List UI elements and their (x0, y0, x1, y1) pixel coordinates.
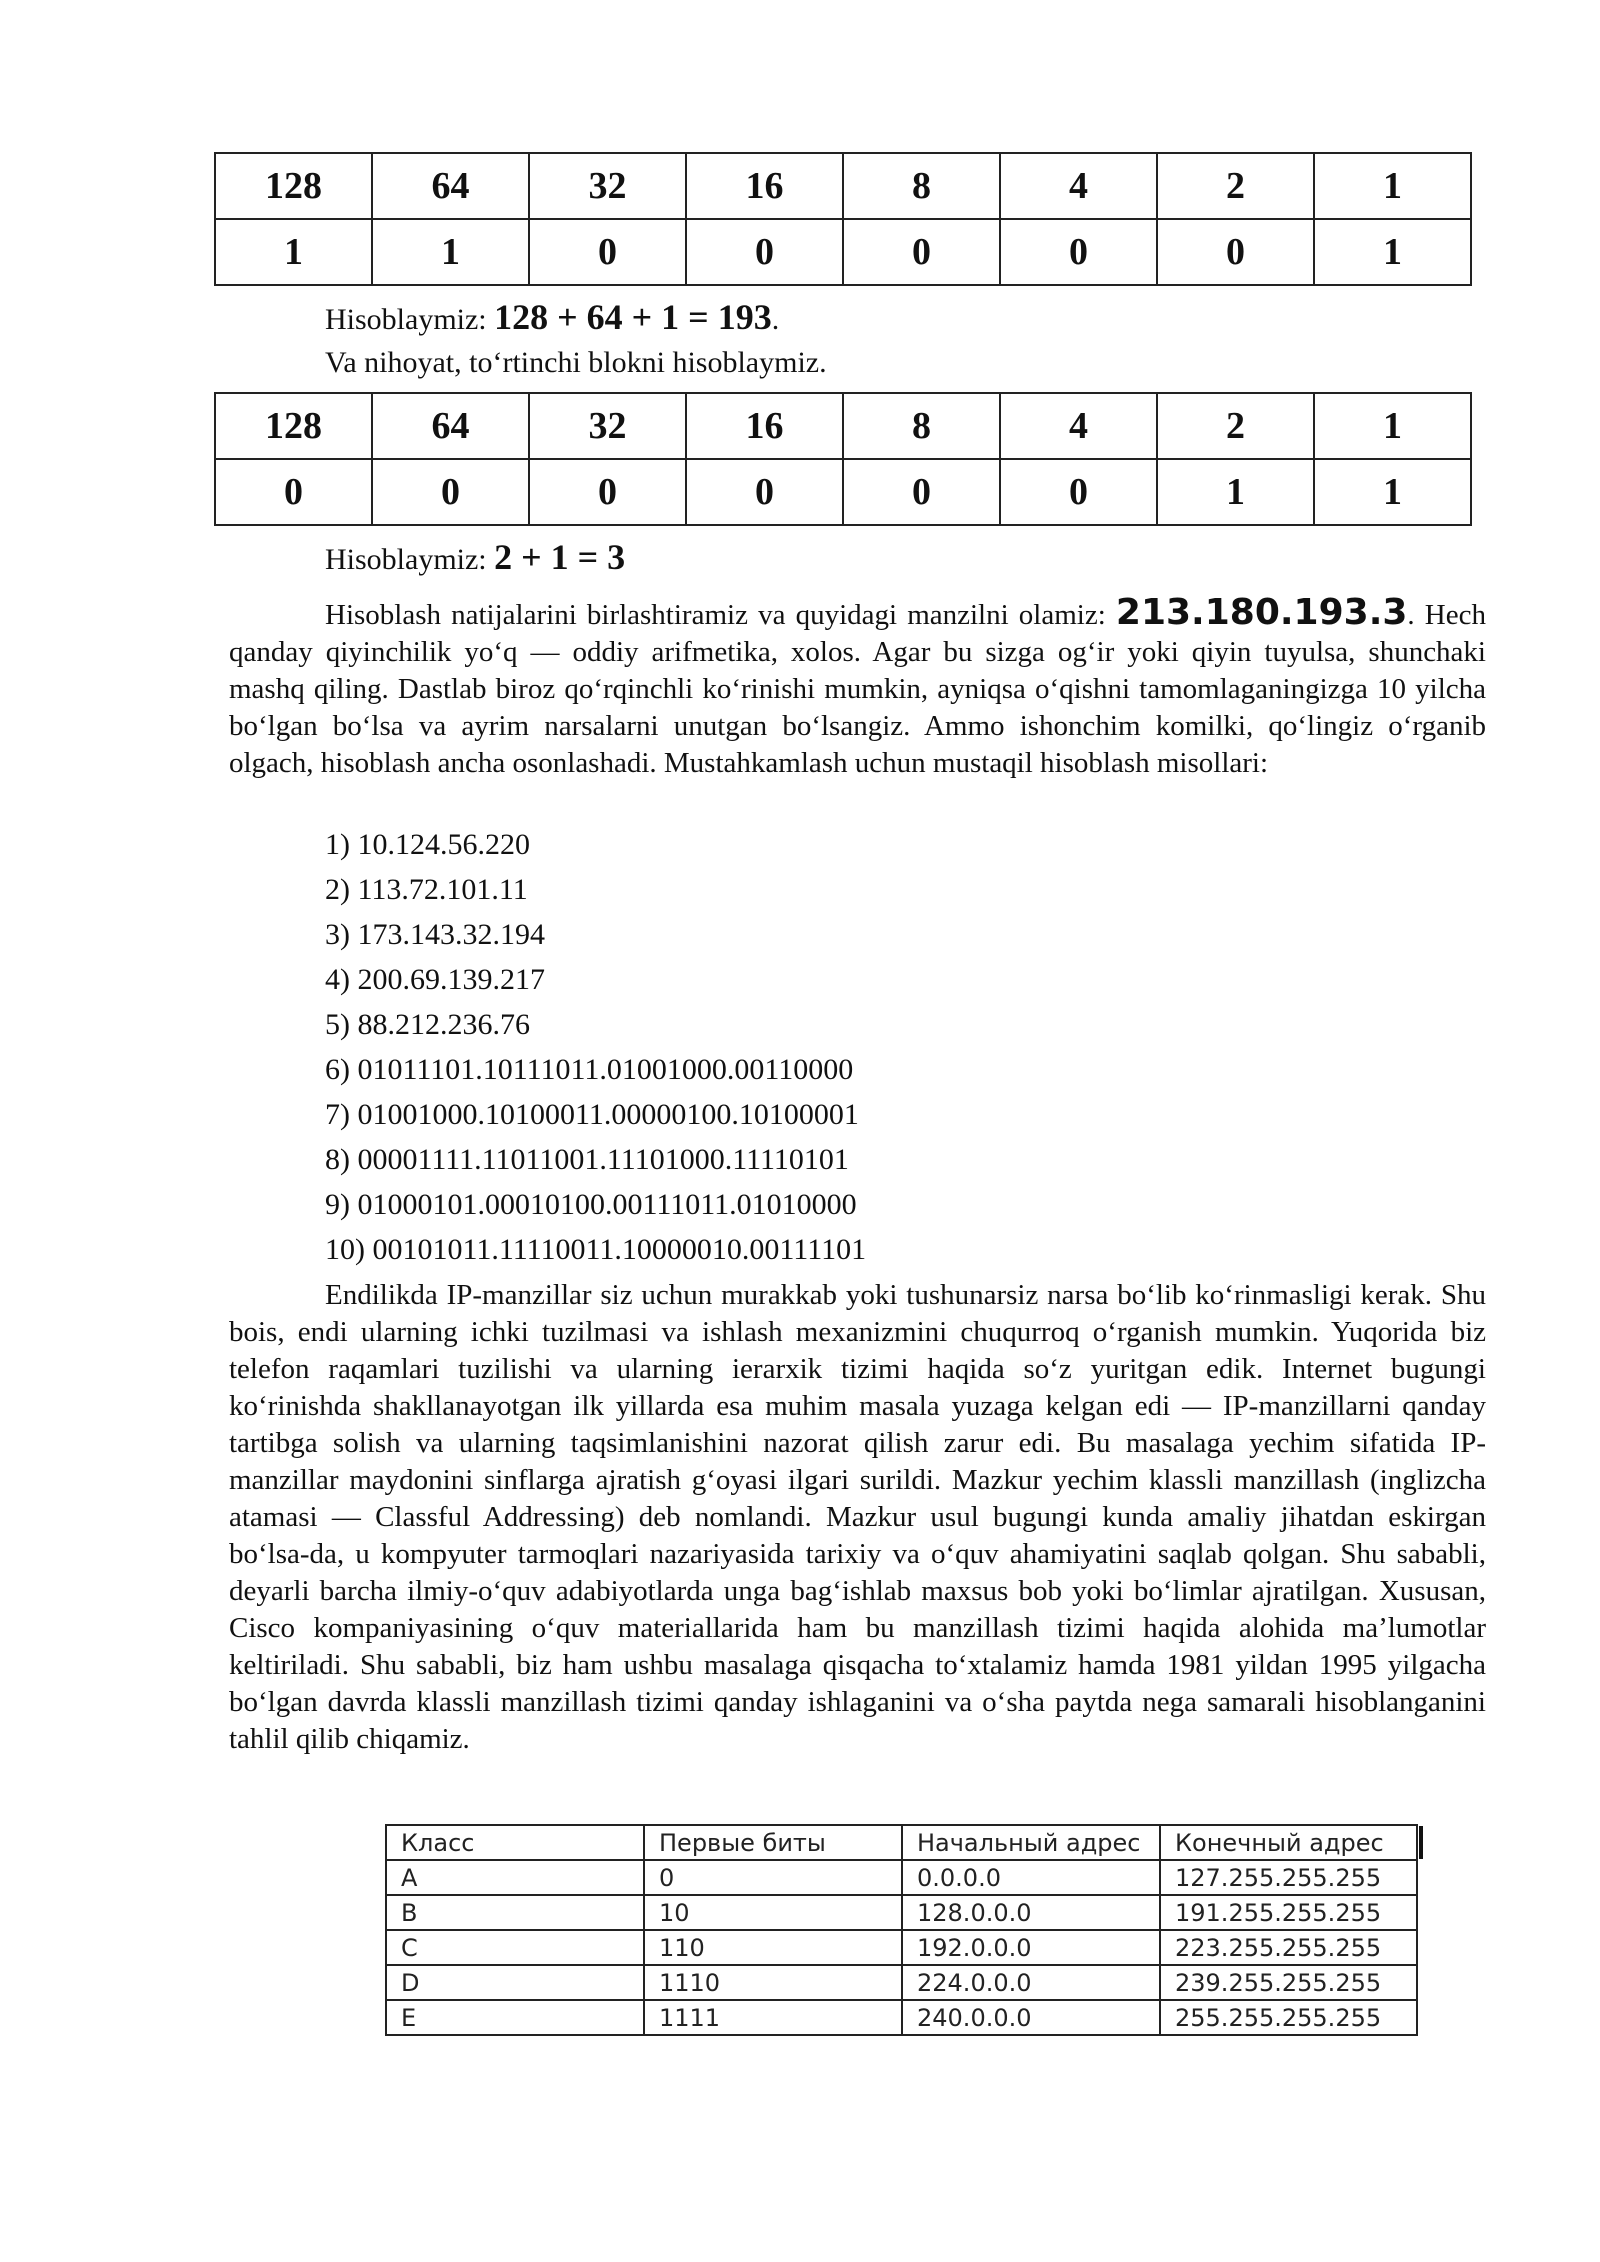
bit-weight-cell: 2 (1157, 153, 1314, 219)
end-address-cell: 191.255.255.255 (1160, 1895, 1417, 1930)
bit-table-third-block (214, 152, 1472, 286)
class-cell: A (386, 1860, 644, 1895)
calc-expression: 128 + 64 + 1 = 193 (494, 297, 772, 337)
column-header: Начальный адрес (902, 1825, 1160, 1860)
bit-weight-cell: 64 (372, 393, 529, 459)
bit-value-cell: 0 (843, 459, 1000, 525)
column-header: Конечный адрес (1160, 1825, 1417, 1860)
calc-line-fourth-block (325, 536, 625, 578)
bit-table-fourth-block (214, 392, 1472, 526)
bit-value-cell: 0 (529, 219, 686, 285)
class-cell: D (386, 1965, 644, 2000)
table-row (386, 2000, 1417, 2035)
start-address-cell: 224.0.0.0 (902, 1965, 1160, 2000)
bit-value-cell: 0 (1157, 219, 1314, 285)
list-item: 8) 00001111.11011001.11101000.11110101 (325, 1143, 849, 1176)
result-paragraph (229, 594, 1486, 782)
text-cursor (1419, 1826, 1423, 1859)
calc-label: Hisoblaymiz: (325, 303, 495, 336)
calc-line-third-block (325, 296, 779, 338)
bit-weight-cell: 2 (1157, 393, 1314, 459)
first-bits-cell: 10 (644, 1895, 902, 1930)
bit-value-cell: 0 (686, 459, 843, 525)
list-item: 10) 00101011.11110011.10000010.00111101 (325, 1233, 867, 1266)
bit-value-cell: 1 (1314, 219, 1471, 285)
bit-weight-cell: 16 (686, 153, 843, 219)
result-text-before: Hisoblash natijalarini birlashtiramiz va quyidagi manzilni olamiz: (325, 599, 1116, 631)
bit-value-cell: 0 (843, 219, 1000, 285)
bit-value-cell: 1 (372, 219, 529, 285)
bit-values-row (215, 459, 1471, 525)
bit-weight-cell: 16 (686, 393, 843, 459)
first-bits-cell: 1111 (644, 2000, 902, 2035)
end-address-cell: 127.255.255.255 (1160, 1860, 1417, 1895)
bit-weight-cell: 1 (1314, 153, 1471, 219)
bit-weight-cell: 1 (1314, 393, 1471, 459)
start-address-cell: 0.0.0.0 (902, 1860, 1160, 1895)
first-bits-cell: 0 (644, 1860, 902, 1895)
end-address-cell: 223.255.255.255 (1160, 1930, 1417, 1965)
list-item: 1) 10.124.56.220 (325, 828, 530, 861)
bit-weight-cell: 4 (1000, 153, 1157, 219)
calc-end: . (771, 303, 780, 336)
bit-weight-cell: 32 (529, 153, 686, 219)
bit-value-cell: 1 (1157, 459, 1314, 525)
list-item: 9) 01000101.00010100.00111011.01010000 (325, 1188, 857, 1221)
bit-value-cell: 0 (1000, 219, 1157, 285)
list-item: 7) 01001000.10100011.00000100.10100001 (325, 1098, 859, 1131)
table-row (386, 1895, 1417, 1930)
table-row (386, 1965, 1417, 2000)
start-address-cell: 240.0.0.0 (902, 2000, 1160, 2035)
first-bits-cell: 110 (644, 1930, 902, 1965)
bit-weight-cell: 8 (843, 153, 1000, 219)
bit-weight-cell: 4 (1000, 393, 1157, 459)
bit-value-cell: 0 (372, 459, 529, 525)
table-row (386, 1930, 1417, 1965)
bit-weight-cell: 128 (215, 393, 372, 459)
result-text-after: . Hech qanday qiyinchilik yo‘q — oddiy arifmetika, xolos. Agar bu sizga og‘ir yoki qiyin tuyulsa, shunchaki mashq qiling. Dastlab biroz qo‘rqinchli ko‘rinishi mumkin, ayniqsa o‘qishni tamomlaganingizga 10 yilcha bo‘lgan bo‘lsa va ayrim narsalarni unutgan bo‘lsangiz. Ammo ishonchim komilki, qo‘lingiz o‘rganib olgach, hisoblash ancha osonlashadi. Mustahkamlash uchun mustaqil hisoblash misollari: (229, 599, 1486, 779)
bit-weight-cell: 8 (843, 393, 1000, 459)
bit-weight-cell: 128 (215, 153, 372, 219)
bit-value-cell: 0 (1000, 459, 1157, 525)
result-ip-address: 213.180.193.3 (1115, 592, 1408, 633)
bit-weights-row (215, 153, 1471, 219)
ip-class-table (385, 1824, 1418, 2036)
exercise-list (325, 822, 866, 1272)
list-item: 6) 01011101.10111011.01001000.00110000 (325, 1053, 854, 1086)
bit-value-cell: 1 (1314, 459, 1471, 525)
class-cell: E (386, 2000, 644, 2035)
bit-value-cell: 0 (529, 459, 686, 525)
fourth-block-intro: Va nihoyat, to‘rtinchi blokni hisoblaymiz. (325, 346, 827, 379)
calc-expression: 2 + 1 = 3 (494, 537, 626, 577)
bit-value-cell: 0 (215, 459, 372, 525)
list-item: 3) 173.143.32.194 (325, 918, 545, 951)
classful-paragraph (229, 1277, 1486, 1758)
list-item: 5) 88.212.236.76 (325, 1008, 530, 1041)
list-item: 2) 113.72.101.11 (325, 873, 528, 906)
bit-weight-cell: 64 (372, 153, 529, 219)
table-header-row (386, 1825, 1417, 1860)
first-bits-cell: 1110 (644, 1965, 902, 2000)
table-row (386, 1860, 1417, 1895)
column-header: Первые биты (644, 1825, 902, 1860)
class-cell: B (386, 1895, 644, 1930)
bit-value-cell: 0 (686, 219, 843, 285)
class-cell: C (386, 1930, 644, 1965)
column-header: Класс (386, 1825, 644, 1860)
end-address-cell: 255.255.255.255 (1160, 2000, 1417, 2035)
bit-weights-row (215, 393, 1471, 459)
start-address-cell: 192.0.0.0 (902, 1930, 1160, 1965)
list-item: 4) 200.69.139.217 (325, 963, 545, 996)
bit-weight-cell: 32 (529, 393, 686, 459)
start-address-cell: 128.0.0.0 (902, 1895, 1160, 1930)
calc-label: Hisoblaymiz: (325, 543, 495, 576)
classful-text: Endilikda IP-manzillar siz uchun murakkab yoki tushunarsiz narsa bo‘lib ko‘rinmasligi kerak. Shu bois, endi ularning ichki tuzilmasi va ishlash mexanizmini chuqurroq o‘rganish mumkin. Yuqorida biz telefon raqamlari tuzilishi va ularning ierarxik tizimi haqida so‘z yuritgan edik. Internet bugungi ko‘rinishda shakllanayotgan ilk yillarda esa muhim masala yuzaga kelgan edi — IP-manzillarni qanday tartibga solish va ularning taqsimlanishini nazorat qilish zarur edi. Bu masalaga yechim sifatida IP-manzillar maydonini sinflarga ajratish g‘oyasi ilgari surildi. Mazkur yechim klassli manzillash (inglizcha atamasi — Classful Addressing) deb nomlandi. Mazkur usul bugungi kunda amaliy jihatdan eskirgan bo‘lsa-da, u kompyuter tarmoqlari nazariyasida tarixiy va o‘quv ahamiyatini saqlab qolgan. Shu sababli, deyarli barcha ilmiy-o‘quv adabiyotlarda unga bag‘ishlab maxsus bob yoki bo‘limlar ajratilgan. Xususan, Cisco kompaniyasining o‘quv materiallarida ham bu manzillash tizimi haqida alohida ma’lumotlar keltiriladi. Shu sababli, biz ham ushbu masalaga qisqacha to‘xtalamiz hamda 1981 yildan 1995 yilgacha bo‘lgan davrda klassli manzillash tizimi qanday ishlaganini va o‘sha paytda nega samarali hisoblanganini tahlil qilib chiqamiz. (229, 1279, 1486, 1755)
bit-value-cell: 1 (215, 219, 372, 285)
end-address-cell: 239.255.255.255 (1160, 1965, 1417, 2000)
bit-values-row (215, 219, 1471, 285)
